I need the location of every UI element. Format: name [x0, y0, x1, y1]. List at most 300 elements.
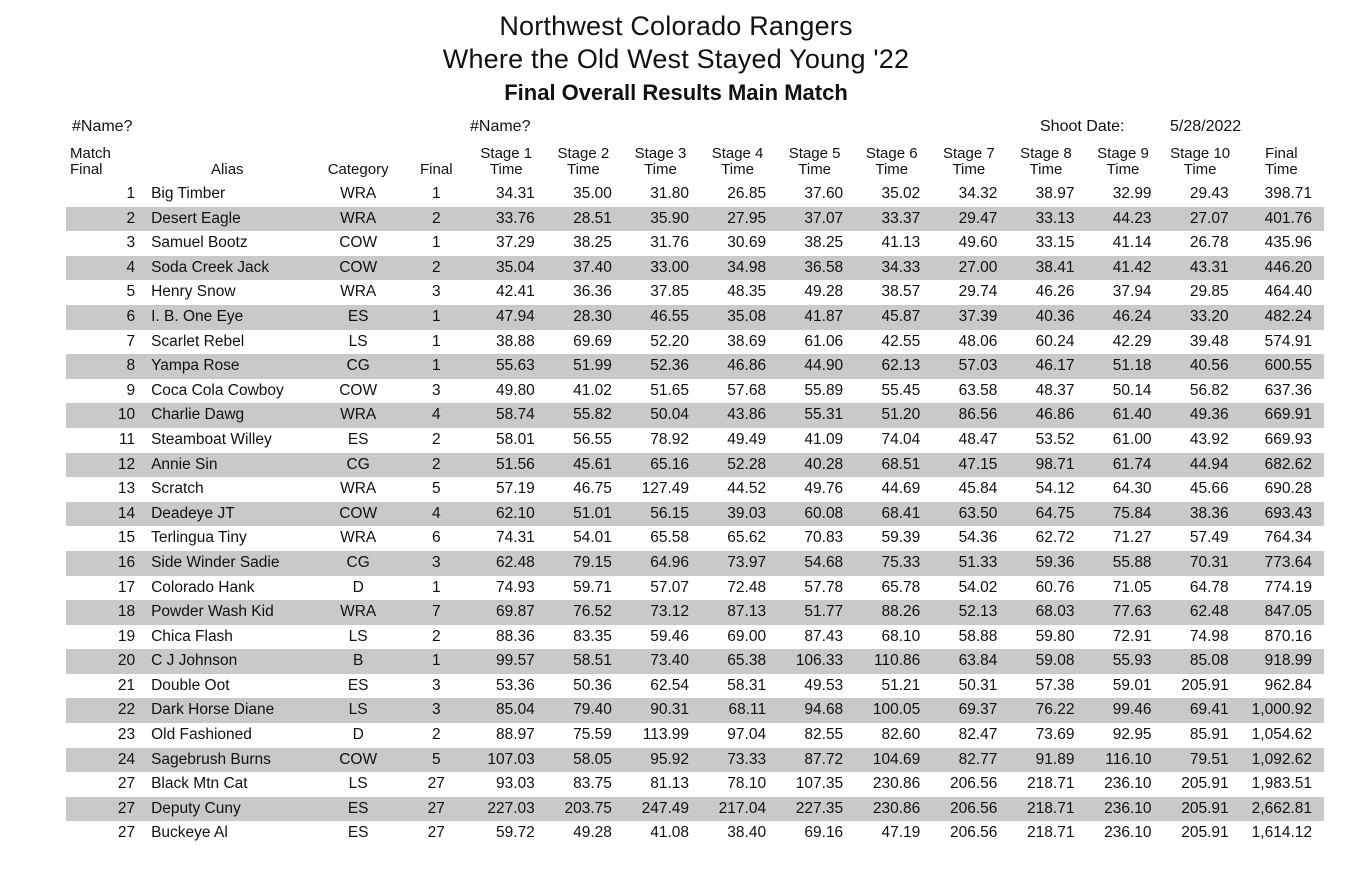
cell-final-time: 1,092.62	[1239, 748, 1324, 773]
cell-stage-6: 82.60	[853, 723, 930, 748]
results-table	[66, 146, 1324, 846]
cell-final-time: 773.64	[1239, 551, 1324, 576]
cell-stage-7: 63.50	[930, 502, 1007, 527]
cell-stage-4: 73.33	[699, 748, 776, 773]
cell-final: 2	[405, 625, 468, 650]
cell-stage-10: 49.36	[1162, 403, 1239, 428]
cell-stage-1: 62.48	[468, 551, 545, 576]
cell-alias: Charlie Dawg	[143, 403, 311, 428]
cell-final: 1	[405, 649, 468, 674]
cell-final-time: 870.16	[1239, 625, 1324, 650]
cell-stage-8: 60.24	[1007, 330, 1084, 355]
cell-alias: Big Timber	[143, 182, 311, 207]
cell-stage-8: 46.86	[1007, 403, 1084, 428]
cell-stage-3: 56.15	[622, 502, 699, 527]
cell-stage-4: 65.38	[699, 649, 776, 674]
cell-stage-8: 38.97	[1007, 182, 1084, 207]
shoot-date-label: Shoot Date:	[1040, 118, 1125, 135]
cell-alias: Powder Wash Kid	[143, 600, 311, 625]
cell-stage-4: 52.28	[699, 453, 776, 478]
cell-stage-3: 62.54	[622, 674, 699, 699]
cell-stage-3: 65.58	[622, 526, 699, 551]
cell-alias: Desert Eagle	[143, 207, 311, 232]
col-header-stage-2-label: Stage 2	[557, 145, 610, 162]
cell-stage-6: 44.69	[853, 477, 930, 502]
cell-stage-9: 41.42	[1084, 256, 1161, 281]
cell-final: 6	[405, 526, 468, 551]
cell-stage-8: 57.38	[1007, 674, 1084, 699]
cell-stage-2: 36.36	[545, 280, 622, 305]
col-header-stage-2	[545, 146, 622, 182]
cell-stage-5: 106.33	[776, 649, 853, 674]
cell-category: WRA	[312, 526, 405, 551]
cell-stage-9: 51.18	[1084, 354, 1161, 379]
cell-stage-9: 50.14	[1084, 379, 1161, 404]
cell-stage-6: 42.55	[853, 330, 930, 355]
cell-stage-5: 40.28	[776, 453, 853, 478]
cell-stage-3: 113.99	[622, 723, 699, 748]
cell-stage-8: 38.41	[1007, 256, 1084, 281]
cell-match-final: 11	[66, 428, 143, 453]
cell-category: LS	[312, 330, 405, 355]
cell-stage-8: 218.71	[1007, 821, 1084, 846]
cell-stage-2: 50.36	[545, 674, 622, 699]
cell-stage-1: 49.80	[468, 379, 545, 404]
table-row	[66, 772, 1324, 797]
cell-stage-4: 39.03	[699, 502, 776, 527]
cell-stage-10: 205.91	[1162, 772, 1239, 797]
cell-stage-7: 50.31	[930, 674, 1007, 699]
cell-stage-2: 49.28	[545, 821, 622, 846]
col-header-final-rank: Final	[70, 161, 103, 178]
table-row	[66, 674, 1324, 699]
cell-stage-5: 51.77	[776, 600, 853, 625]
cell-stage-2: 51.99	[545, 354, 622, 379]
cell-stage-8: 62.72	[1007, 526, 1084, 551]
cell-stage-7: 86.56	[930, 403, 1007, 428]
cell-category: WRA	[312, 207, 405, 232]
cell-stage-2: 83.75	[545, 772, 622, 797]
col-header-stage-3-time: Time	[644, 161, 677, 178]
cell-stage-6: 35.02	[853, 182, 930, 207]
cell-stage-2: 41.02	[545, 379, 622, 404]
cell-stage-3: 81.13	[622, 772, 699, 797]
cell-final: 7	[405, 600, 468, 625]
cell-final: 1	[405, 330, 468, 355]
cell-match-final: 8	[66, 354, 143, 379]
table-row	[66, 477, 1324, 502]
cell-alias: Old Fashioned	[143, 723, 311, 748]
table-row	[66, 330, 1324, 355]
cell-stage-9: 75.84	[1084, 502, 1161, 527]
cell-stage-10: 45.66	[1162, 477, 1239, 502]
cell-match-final: 27	[66, 772, 143, 797]
cell-stage-6: 51.20	[853, 403, 930, 428]
cell-stage-3: 52.36	[622, 354, 699, 379]
cell-stage-8: 68.03	[1007, 600, 1084, 625]
cell-final: 1	[405, 354, 468, 379]
cell-final: 3	[405, 280, 468, 305]
col-header-category: Category	[327, 161, 389, 178]
cell-stage-7: 63.84	[930, 649, 1007, 674]
cell-stage-6: 104.69	[853, 748, 930, 773]
table-header	[66, 146, 1324, 182]
cell-stage-10: 62.48	[1162, 600, 1239, 625]
cell-category: D	[312, 723, 405, 748]
cell-match-final: 19	[66, 625, 143, 650]
cell-stage-3: 31.76	[622, 231, 699, 256]
cell-final-time: 1,054.62	[1239, 723, 1324, 748]
table-row	[66, 207, 1324, 232]
cell-stage-2: 51.01	[545, 502, 622, 527]
cell-stage-7: 47.15	[930, 453, 1007, 478]
cell-alias: Sagebrush Burns	[143, 748, 311, 773]
cell-match-final: 13	[66, 477, 143, 502]
cell-match-final: 4	[66, 256, 143, 281]
cell-stage-1: 58.01	[468, 428, 545, 453]
cell-stage-5: 61.06	[776, 330, 853, 355]
cell-stage-3: 65.16	[622, 453, 699, 478]
cell-final: 2	[405, 207, 468, 232]
cell-stage-2: 37.40	[545, 256, 622, 281]
table-row	[66, 551, 1324, 576]
cell-match-final: 14	[66, 502, 143, 527]
col-header-stage-6-label: Stage 6	[865, 145, 918, 162]
cell-stage-4: 38.40	[699, 821, 776, 846]
cell-stage-1: 62.10	[468, 502, 545, 527]
cell-stage-1: 69.87	[468, 600, 545, 625]
col-header-stage-4-time: Time	[721, 161, 754, 178]
cell-stage-10: 27.07	[1162, 207, 1239, 232]
cell-stage-7: 54.02	[930, 576, 1007, 601]
cell-stage-5: 55.89	[776, 379, 853, 404]
table-row	[66, 797, 1324, 822]
cell-stage-5: 37.60	[776, 182, 853, 207]
cell-stage-1: 53.36	[468, 674, 545, 699]
cell-category: ES	[312, 674, 405, 699]
cell-stage-8: 218.71	[1007, 772, 1084, 797]
table-row	[66, 231, 1324, 256]
cell-alias: C J Johnson	[143, 649, 311, 674]
cell-stage-2: 79.40	[545, 698, 622, 723]
cell-stage-3: 57.07	[622, 576, 699, 601]
cell-stage-2: 35.00	[545, 182, 622, 207]
cell-stage-1: 58.74	[468, 403, 545, 428]
cell-stage-6: 68.10	[853, 625, 930, 650]
col-header-stage-8-time: Time	[1029, 161, 1063, 178]
cell-stage-6: 88.26	[853, 600, 930, 625]
cell-category: ES	[312, 428, 405, 453]
cell-stage-1: 42.41	[468, 280, 545, 305]
cell-stage-5: 57.78	[776, 576, 853, 601]
cell-stage-2: 75.59	[545, 723, 622, 748]
cell-stage-6: 55.45	[853, 379, 930, 404]
col-header-final: Final	[420, 161, 453, 178]
cell-stage-8: 33.15	[1007, 231, 1084, 256]
cell-stage-6: 230.86	[853, 772, 930, 797]
cell-stage-4: 69.00	[699, 625, 776, 650]
cell-stage-3: 73.12	[622, 600, 699, 625]
cell-final: 3	[405, 698, 468, 723]
cell-stage-7: 54.36	[930, 526, 1007, 551]
report-title: Final Overall Results Main Match	[504, 80, 848, 105]
cell-stage-6: 68.41	[853, 502, 930, 527]
cell-stage-1: 55.63	[468, 354, 545, 379]
cell-stage-1: 57.19	[468, 477, 545, 502]
cell-match-final: 17	[66, 576, 143, 601]
cell-stage-1: 35.04	[468, 256, 545, 281]
col-header-stage-9-label: Stage 9	[1097, 145, 1149, 162]
cell-stage-2: 56.55	[545, 428, 622, 453]
title-block	[30, 10, 1322, 108]
cell-category: WRA	[312, 600, 405, 625]
cell-stage-5: 54.68	[776, 551, 853, 576]
cell-category: COW	[312, 379, 405, 404]
cell-stage-6: 100.05	[853, 698, 930, 723]
cell-stage-5: 41.09	[776, 428, 853, 453]
cell-stage-1: 37.29	[468, 231, 545, 256]
cell-alias: Deputy Cuny	[143, 797, 311, 822]
col-header-stage-9-time: Time	[1106, 161, 1140, 178]
cell-stage-3: 95.92	[622, 748, 699, 773]
cell-final-time: 918.99	[1239, 649, 1324, 674]
cell-stage-5: 60.08	[776, 502, 853, 527]
col-header-stage-2-time: Time	[566, 161, 600, 178]
cell-alias: Dark Horse Diane	[143, 698, 311, 723]
cell-stage-8: 59.36	[1007, 551, 1084, 576]
col-header-final-time-unit: Time	[1264, 161, 1298, 178]
cell-stage-3: 46.55	[622, 305, 699, 330]
cell-alias: Deadeye JT	[143, 502, 311, 527]
cell-alias: Terlingua Tiny	[143, 526, 311, 551]
cell-stage-9: 42.29	[1084, 330, 1161, 355]
cell-final: 1	[405, 576, 468, 601]
cell-final: 1	[405, 182, 468, 207]
cell-stage-5: 41.87	[776, 305, 853, 330]
cell-stage-6: 74.04	[853, 428, 930, 453]
cell-stage-6: 62.13	[853, 354, 930, 379]
cell-stage-6: 68.51	[853, 453, 930, 478]
cell-alias: Black Mtn Cat	[143, 772, 311, 797]
cell-stage-8: 218.71	[1007, 797, 1084, 822]
cell-final-time: 2,662.81	[1239, 797, 1324, 822]
cell-stage-7: 48.06	[930, 330, 1007, 355]
table-row	[66, 625, 1324, 650]
cell-alias: Side Winder Sadie	[143, 551, 311, 576]
cell-match-final: 27	[66, 797, 143, 822]
cell-final: 5	[405, 477, 468, 502]
cell-final: 3	[405, 674, 468, 699]
cell-stage-3: 90.31	[622, 698, 699, 723]
cell-alias: Yampa Rose	[143, 354, 311, 379]
cell-stage-2: 45.61	[545, 453, 622, 478]
cell-stage-10: 44.94	[1162, 453, 1239, 478]
cell-stage-7: 52.13	[930, 600, 1007, 625]
shoot-date-value: 5/28/2022	[1170, 118, 1242, 135]
cell-stage-5: 94.68	[776, 698, 853, 723]
cell-stage-6: 110.86	[853, 649, 930, 674]
cell-stage-7: 206.56	[930, 797, 1007, 822]
cell-match-final: 1	[66, 182, 143, 207]
col-header-stage-6-time: Time	[875, 161, 909, 178]
col-header-stage-10-time: Time	[1183, 161, 1217, 178]
col-header-match: Match	[70, 145, 111, 162]
col-header-final-time	[1239, 146, 1324, 182]
cell-category: ES	[312, 305, 405, 330]
cell-stage-8: 76.22	[1007, 698, 1084, 723]
cell-stage-9: 72.91	[1084, 625, 1161, 650]
cell-final-time: 764.34	[1239, 526, 1324, 551]
col-header-stage-1-label: Stage 1	[480, 145, 533, 162]
cell-stage-1: 227.03	[468, 797, 545, 822]
cell-stage-2: 38.25	[545, 231, 622, 256]
cell-stage-9: 55.93	[1084, 649, 1161, 674]
col-header-stage-10	[1162, 146, 1239, 182]
table-row	[66, 428, 1324, 453]
meta-row	[30, 118, 1322, 142]
table-row	[66, 182, 1324, 207]
cell-stage-4: 49.49	[699, 428, 776, 453]
cell-match-final: 15	[66, 526, 143, 551]
cell-stage-10: 33.20	[1162, 305, 1239, 330]
cell-stage-3: 59.46	[622, 625, 699, 650]
cell-final: 2	[405, 453, 468, 478]
cell-match-final: 7	[66, 330, 143, 355]
col-header-stage-9	[1084, 146, 1161, 182]
cell-alias: Double Oot	[143, 674, 311, 699]
cell-stage-3: 35.90	[622, 207, 699, 232]
cell-final-time: 1,614.12	[1239, 821, 1324, 846]
cell-stage-1: 59.72	[468, 821, 545, 846]
cell-stage-2: 79.15	[545, 551, 622, 576]
col-header-stage-5	[776, 146, 853, 182]
cell-stage-8: 54.12	[1007, 477, 1084, 502]
cell-stage-10: 39.48	[1162, 330, 1239, 355]
cell-stage-3: 41.08	[622, 821, 699, 846]
cell-stage-1: 88.36	[468, 625, 545, 650]
table-row	[66, 403, 1324, 428]
cell-stage-3: 52.20	[622, 330, 699, 355]
cell-stage-4: 217.04	[699, 797, 776, 822]
cell-final: 2	[405, 256, 468, 281]
cell-stage-6: 38.57	[853, 280, 930, 305]
cell-stage-10: 40.56	[1162, 354, 1239, 379]
cell-stage-7: 49.60	[930, 231, 1007, 256]
cell-alias: Annie Sin	[143, 453, 311, 478]
cell-final-time: 682.62	[1239, 453, 1324, 478]
cell-match-final: 9	[66, 379, 143, 404]
cell-stage-6: 34.33	[853, 256, 930, 281]
cell-stage-4: 46.86	[699, 354, 776, 379]
cell-category: COW	[312, 256, 405, 281]
cell-stage-5: 55.31	[776, 403, 853, 428]
cell-final-time: 446.20	[1239, 256, 1324, 281]
cell-stage-5: 227.35	[776, 797, 853, 822]
cell-stage-9: 44.23	[1084, 207, 1161, 232]
cell-stage-7: 29.74	[930, 280, 1007, 305]
table-row	[66, 748, 1324, 773]
table-row	[66, 354, 1324, 379]
cell-final: 2	[405, 723, 468, 748]
cell-stage-9: 32.99	[1084, 182, 1161, 207]
cell-category: CG	[312, 453, 405, 478]
cell-stage-1: 107.03	[468, 748, 545, 773]
table-row	[66, 600, 1324, 625]
cell-stage-3: 78.92	[622, 428, 699, 453]
cell-category: COW	[312, 502, 405, 527]
cell-stage-4: 35.08	[699, 305, 776, 330]
cell-final-time: 574.91	[1239, 330, 1324, 355]
cell-alias: Coca Cola Cowboy	[143, 379, 311, 404]
cell-final: 4	[405, 502, 468, 527]
cell-final-time: 669.91	[1239, 403, 1324, 428]
cell-stage-7: 45.84	[930, 477, 1007, 502]
cell-stage-2: 28.51	[545, 207, 622, 232]
cell-stage-8: 40.36	[1007, 305, 1084, 330]
table-row	[66, 649, 1324, 674]
cell-stage-8: 48.37	[1007, 379, 1084, 404]
cell-stage-7: 37.39	[930, 305, 1007, 330]
cell-stage-3: 31.80	[622, 182, 699, 207]
cell-stage-5: 69.16	[776, 821, 853, 846]
cell-stage-5: 37.07	[776, 207, 853, 232]
cell-stage-7: 51.33	[930, 551, 1007, 576]
cell-stage-3: 50.04	[622, 403, 699, 428]
cell-stage-8: 53.52	[1007, 428, 1084, 453]
event-name: Where the Old West Stayed Young '22	[442, 44, 910, 74]
cell-final-time: 600.55	[1239, 354, 1324, 379]
cell-stage-2: 59.71	[545, 576, 622, 601]
cell-stage-1: 88.97	[468, 723, 545, 748]
cell-match-final: 18	[66, 600, 143, 625]
cell-final: 1	[405, 305, 468, 330]
cell-stage-9: 61.74	[1084, 453, 1161, 478]
club-name: Northwest Colorado Rangers	[499, 11, 853, 41]
cell-match-final: 2	[66, 207, 143, 232]
cell-category: COW	[312, 748, 405, 773]
table-row	[66, 305, 1324, 330]
cell-stage-4: 44.52	[699, 477, 776, 502]
cell-stage-5: 82.55	[776, 723, 853, 748]
col-header-stage-7	[930, 146, 1007, 182]
col-header-stage-1	[468, 146, 545, 182]
col-header-stage-4	[699, 146, 776, 182]
table-row	[66, 723, 1324, 748]
table-row	[66, 821, 1324, 846]
col-header-stage-6	[853, 146, 930, 182]
cell-alias: Steamboat Willey	[143, 428, 311, 453]
cell-match-final: 21	[66, 674, 143, 699]
cell-stage-1: 38.88	[468, 330, 545, 355]
cell-stage-4: 65.62	[699, 526, 776, 551]
cell-category: LS	[312, 698, 405, 723]
cell-stage-8: 64.75	[1007, 502, 1084, 527]
cell-stage-4: 87.13	[699, 600, 776, 625]
cell-stage-4: 73.97	[699, 551, 776, 576]
cell-stage-10: 205.91	[1162, 674, 1239, 699]
table-row	[66, 502, 1324, 527]
table-body	[66, 182, 1324, 846]
cell-stage-5: 49.28	[776, 280, 853, 305]
cell-alias: Scratch	[143, 477, 311, 502]
cell-final-time: 669.93	[1239, 428, 1324, 453]
cell-stage-10: 26.78	[1162, 231, 1239, 256]
cell-final: 2	[405, 428, 468, 453]
cell-stage-6: 59.39	[853, 526, 930, 551]
cell-stage-3: 51.65	[622, 379, 699, 404]
cell-stage-4: 57.68	[699, 379, 776, 404]
cell-stage-10: 57.49	[1162, 526, 1239, 551]
